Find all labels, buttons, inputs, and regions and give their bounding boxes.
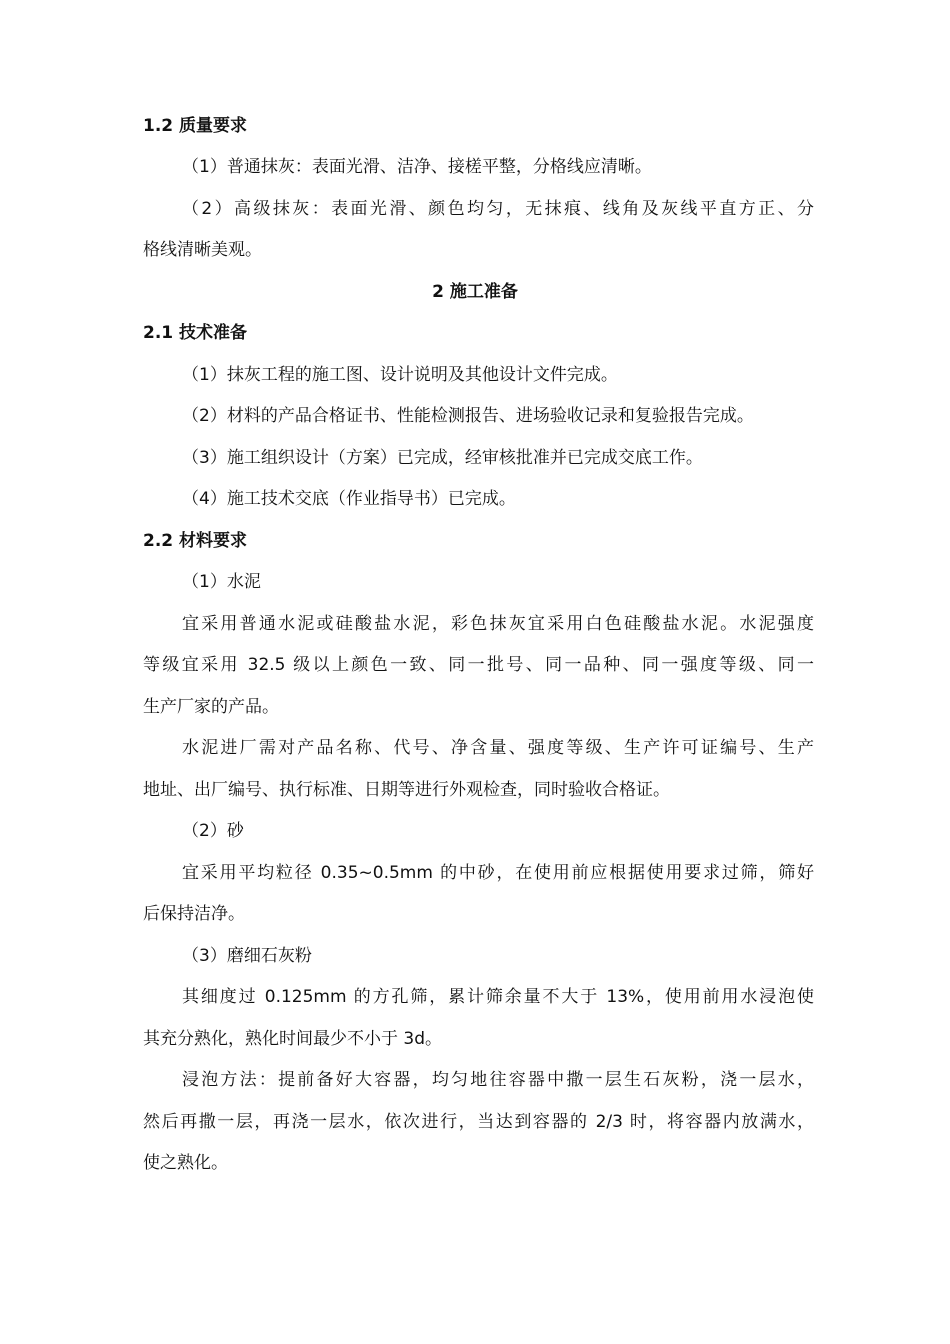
- paragraph-1-2-item-2-line-1: （2）高级抹灰：表面光滑、颜色均匀，无抹痕、线角及灰线平直方正、分: [182, 199, 814, 219]
- lime-paragraph-1-line-2: 其充分熟化，熟化时间最少不小于 3d。: [143, 1029, 443, 1049]
- sand-paragraph-line-2: 后保持洁净。: [143, 904, 245, 924]
- lime-paragraph-2-line-3: 使之熟化。: [143, 1153, 228, 1173]
- sand-title: （2）砂: [182, 821, 244, 841]
- heading-1-2: 1.2 质量要求: [143, 116, 248, 136]
- paragraph-2-1-item-4: （4）施工技术交底（作业指导书）已完成。: [182, 489, 516, 509]
- heading-2: 2 施工准备: [432, 282, 518, 302]
- cement-paragraph-2-line-2: 地址、出厂编号、执行标准、日期等进行外观检查，同时验收合格证。: [143, 780, 670, 800]
- paragraph-1-2-item-2-line-2: 格线清晰美观。: [143, 240, 262, 260]
- paragraph-1-2-item-1: （1）普通抹灰：表面光滑、洁净、接槎平整，分格线应清晰。: [182, 157, 652, 177]
- paragraph-2-1-item-2: （2）材料的产品合格证书、性能检测报告、进场验收记录和复验报告完成。: [182, 406, 754, 426]
- lime-title: （3）磨细石灰粉: [182, 946, 312, 966]
- cement-title: （1）水泥: [182, 572, 261, 592]
- cement-paragraph-1-line-3: 生产厂家的产品。: [143, 697, 279, 717]
- paragraph-2-1-item-3: （3）施工组织设计（方案）已完成，经审核批准并已完成交底工作。: [182, 448, 703, 468]
- cement-paragraph-1-line-1: 宜采用普通水泥或硅酸盐水泥，彩色抹灰宜采用白色硅酸盐水泥。水泥强度: [182, 614, 814, 634]
- heading-2-2: 2.2 材料要求: [143, 531, 248, 551]
- lime-paragraph-2-line-1: 浸泡方法：提前备好大容器，均匀地往容器中撒一层生石灰粉，浇一层水，: [182, 1070, 814, 1090]
- lime-paragraph-1-line-1: 其细度过 0.125mm 的方孔筛，累计筛余量不大于 13%，使用前用水浸泡使: [182, 987, 814, 1007]
- lime-paragraph-2-line-2: 然后再撒一层，再浇一层水，依次进行，当达到容器的 2/3 时，将容器内放满水，: [143, 1112, 814, 1132]
- heading-2-1: 2.1 技术准备: [143, 323, 248, 343]
- cement-paragraph-2-line-1: 水泥进厂需对产品名称、代号、净含量、强度等级、生产许可证编号、生产: [182, 738, 814, 758]
- paragraph-2-1-item-1: （1）抹灰工程的施工图、设计说明及其他设计文件完成。: [182, 365, 618, 385]
- sand-paragraph-line-1: 宜采用平均粒径 0.35~0.5mm 的中砂，在使用前应根据使用要求过筛，筛好: [182, 863, 814, 883]
- cement-paragraph-1-line-2: 等级宜采用 32.5 级以上颜色一致、同一批号、同一品种、同一强度等级、同一: [143, 655, 814, 675]
